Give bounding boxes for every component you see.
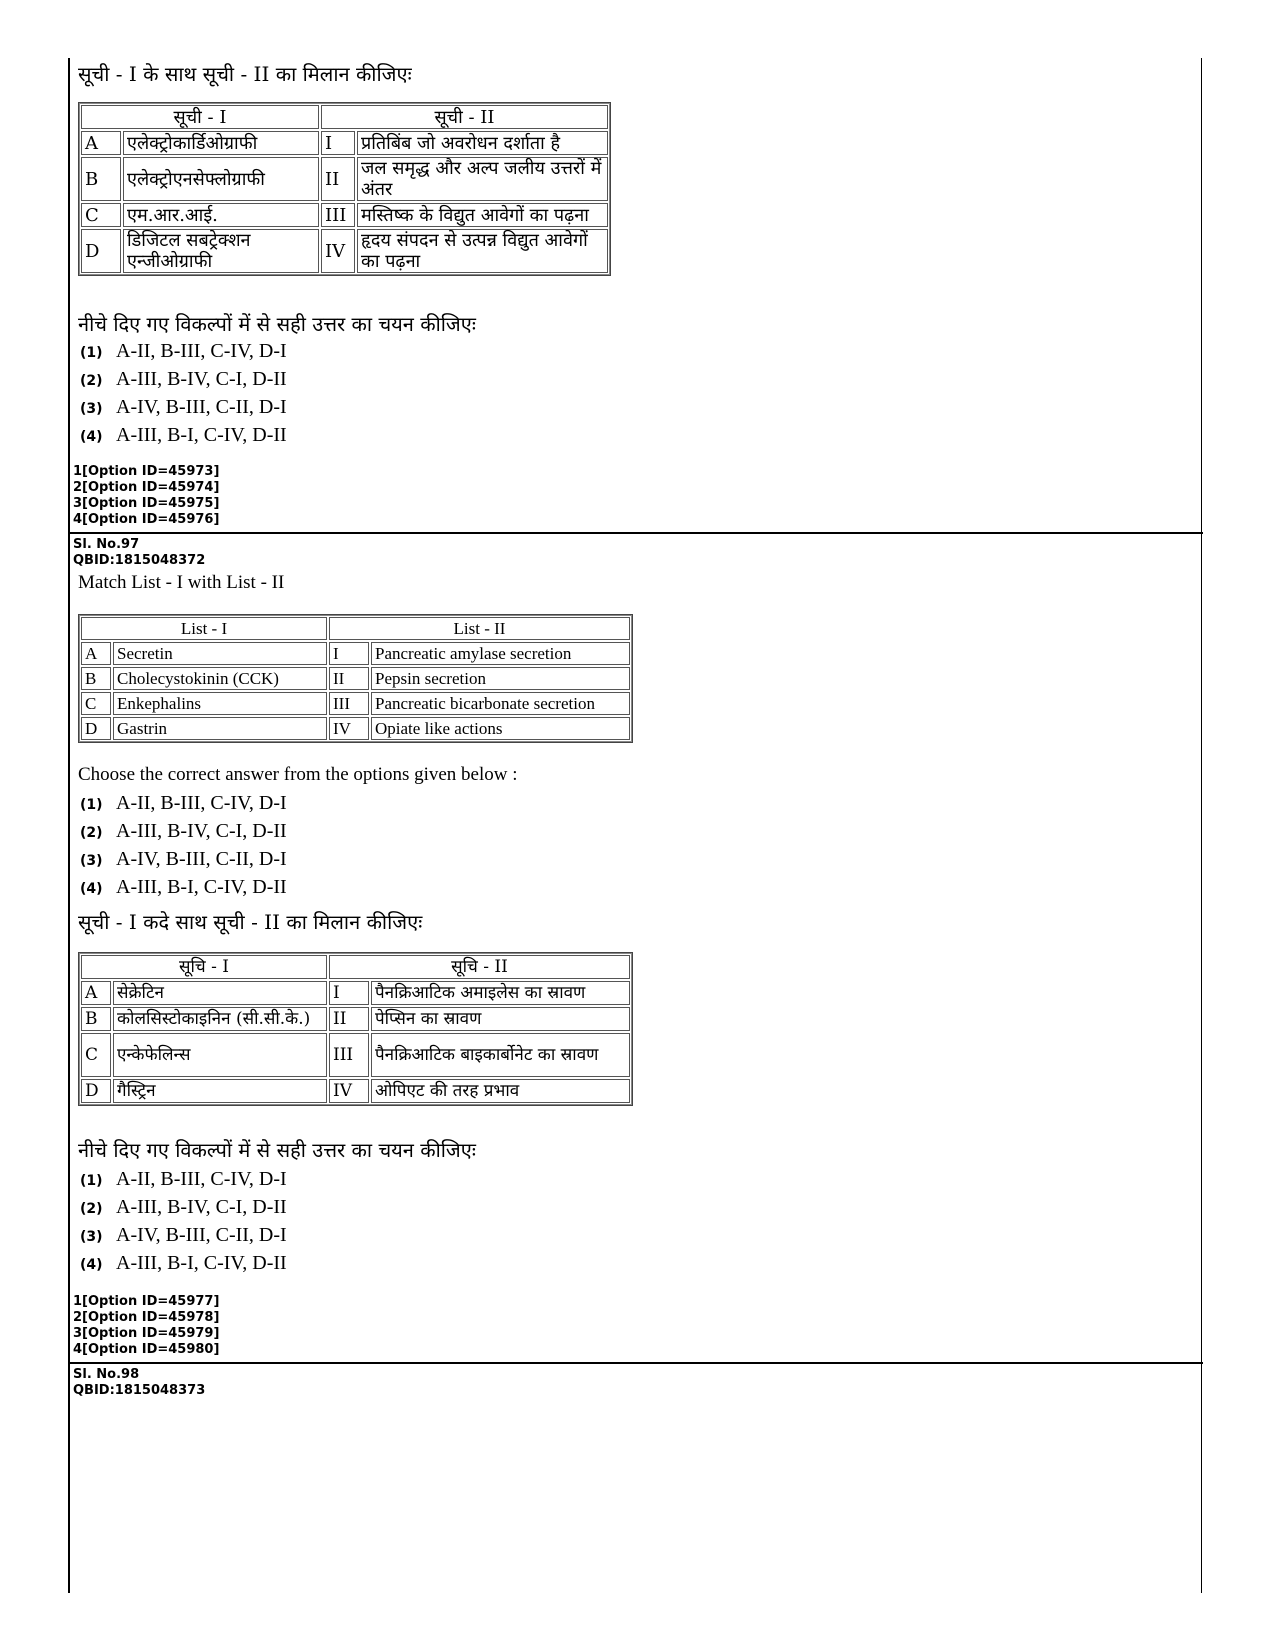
row-numeral: I: [329, 642, 369, 665]
row-match: मस्तिष्क के विद्युत आवेगों का पढ़ना: [357, 203, 608, 227]
list1-header: List - I: [81, 617, 327, 640]
q96-option-3[interactable]: [80, 396, 287, 419]
q97-hi-option-4[interactable]: [80, 1252, 287, 1275]
q97-english-match-table: [78, 614, 633, 743]
list2-header: सूची - II: [321, 105, 608, 129]
row-match: ओपिएट की तरह प्रभाव: [371, 1079, 630, 1103]
option-text: A-IV, B-III, C-II, D-I: [116, 848, 287, 870]
row-term: सेक्रेटिन: [113, 981, 327, 1005]
option-id: 4[Option ID=45980]: [73, 1342, 220, 1357]
row-term: डिजिटल सबट्रेक्शन एन्जीओग्राफी: [123, 229, 319, 273]
option-number: (3): [80, 853, 103, 869]
row-term: Secretin: [113, 642, 327, 665]
option-text: A-III, B-IV, C-I, D-II: [116, 820, 287, 842]
row-letter: D: [81, 1079, 111, 1103]
row-match: पैनक्रिआटिक अमाइलेस का स्रावण: [371, 981, 630, 1005]
row-term: Enkephalins: [113, 692, 327, 715]
q96-hindi-match-table: [78, 102, 611, 276]
option-number: (4): [80, 1257, 103, 1273]
row-letter: A: [81, 131, 121, 155]
option-number: (4): [80, 881, 103, 897]
q97-header: [73, 537, 205, 569]
q97-hindi-question: सूची - I कदे साथ सूची - II का मिलान कीजिएः: [78, 910, 423, 934]
row-numeral: IV: [329, 1079, 369, 1103]
row-match: पेप्सिन का स्रावण: [371, 1007, 630, 1031]
option-text: A-III, B-I, C-IV, D-II: [116, 876, 287, 898]
q97-hindi-match-table: [78, 952, 633, 1106]
row-match: जल समृद्ध और अल्प जलीय उत्तरों में अंतर: [357, 157, 608, 201]
q97-hi-option-1[interactable]: [80, 1168, 287, 1191]
row-match: Pepsin secretion: [371, 667, 630, 690]
row-term: Gastrin: [113, 717, 327, 740]
q97-hi-option-3[interactable]: [80, 1224, 287, 1247]
q96-hindi-question: सूची - I के साथ सूची - II का मिलान कीजिएः: [78, 62, 412, 86]
option-id: 3[Option ID=45979]: [73, 1326, 220, 1341]
option-number: (3): [80, 1229, 103, 1245]
option-id: 2[Option ID=45978]: [73, 1310, 220, 1325]
option-text: A-III, B-IV, C-I, D-II: [116, 368, 287, 390]
qbid: QBID:1815048373: [73, 1383, 206, 1398]
option-number: (1): [80, 345, 103, 361]
row-letter: C: [81, 203, 121, 227]
row-numeral: III: [321, 203, 355, 227]
q97-english-choose-text: Choose the correct answer from the options given below :: [78, 764, 518, 785]
question-divider: [68, 1362, 1203, 1364]
row-term: गैस्ट्रिन: [113, 1079, 327, 1103]
row-term: एलेक्ट्रोएनसेफ्लोग्राफी: [123, 157, 319, 201]
row-numeral: IV: [329, 717, 369, 740]
row-numeral: I: [321, 131, 355, 155]
option-number: (2): [80, 825, 103, 841]
q98-header: [73, 1367, 205, 1399]
row-letter: A: [81, 642, 111, 665]
question-paper-frame: [68, 58, 1203, 1593]
row-letter: B: [81, 1007, 111, 1031]
option-text: A-III, B-I, C-IV, D-II: [116, 1252, 287, 1274]
option-text: A-III, B-I, C-IV, D-II: [116, 424, 287, 446]
row-match: प्रतिबिंब जो अवरोधन दर्शाता है: [357, 131, 608, 155]
q97-option-ids: [73, 1294, 219, 1358]
sl-no: Sl. No.97: [73, 537, 140, 552]
option-number: (1): [80, 1173, 103, 1189]
row-letter: D: [81, 717, 111, 740]
row-match: Pancreatic amylase secretion: [371, 642, 630, 665]
row-numeral: I: [329, 981, 369, 1005]
row-numeral: IV: [321, 229, 355, 273]
row-letter: A: [81, 981, 111, 1005]
row-letter: B: [81, 157, 121, 201]
option-id: 1[Option ID=45973]: [73, 464, 220, 479]
q97-en-option-2[interactable]: [80, 820, 287, 843]
row-match: Opiate like actions: [371, 717, 630, 740]
q97-en-option-3[interactable]: [80, 848, 287, 871]
option-id: 3[Option ID=45975]: [73, 496, 220, 511]
row-numeral: II: [329, 667, 369, 690]
row-letter: C: [81, 692, 111, 715]
list2-header: List - II: [329, 617, 630, 640]
q96-option-1[interactable]: [80, 340, 287, 363]
row-numeral: II: [321, 157, 355, 201]
q96-hindi-choose-text: नीचे दिए गए विकल्पों में से सही उत्तर का चयन कीजिएः: [78, 312, 476, 336]
qbid: QBID:1815048372: [73, 553, 206, 568]
list2-header: सूचि - II: [329, 955, 630, 979]
q96-option-4[interactable]: [80, 424, 287, 447]
row-letter: C: [81, 1033, 111, 1077]
q97-hindi-choose-text: नीचे दिए गए विकल्पों में से सही उत्तर का चयन कीजिएः: [78, 1138, 476, 1162]
option-number: (3): [80, 401, 103, 417]
row-match: Pancreatic bicarbonate secretion: [371, 692, 630, 715]
row-numeral: III: [329, 692, 369, 715]
option-number: (4): [80, 429, 103, 445]
row-match: हृदय संपदन से उत्पन्न विद्युत आवेगों का पढ़ना: [357, 229, 608, 273]
row-letter: D: [81, 229, 121, 273]
list1-header: सूचि - I: [81, 955, 327, 979]
q97-en-option-1[interactable]: [80, 792, 287, 815]
option-number: (1): [80, 797, 103, 813]
row-numeral: III: [329, 1033, 369, 1077]
option-text: A-IV, B-III, C-II, D-I: [116, 1224, 287, 1246]
row-term: एम.आर.आई.: [123, 203, 319, 227]
row-term: कोलसिस्टोकाइनिन (सी.सी.के.): [113, 1007, 327, 1031]
list1-header: सूची - I: [81, 105, 319, 129]
row-term: Cholecystokinin (CCK): [113, 667, 327, 690]
option-text: A-IV, B-III, C-II, D-I: [116, 396, 287, 418]
row-term: एन्केफेलिन्स: [113, 1033, 327, 1077]
q97-hi-option-2[interactable]: [80, 1196, 287, 1219]
row-term: एलेक्ट्रोकार्डिओग्राफी: [123, 131, 319, 155]
row-letter: B: [81, 667, 111, 690]
option-id: 1[Option ID=45977]: [73, 1294, 220, 1309]
row-match: पैनक्रिआटिक बाइकार्बोनेट का स्रावण: [371, 1033, 630, 1077]
q96-option-ids: [73, 464, 219, 528]
q97-en-option-4[interactable]: [80, 876, 287, 899]
option-text: A-II, B-III, C-IV, D-I: [116, 340, 287, 362]
row-numeral: II: [329, 1007, 369, 1031]
question-divider: [68, 532, 1203, 534]
option-number: (2): [80, 1201, 103, 1217]
sl-no: Sl. No.98: [73, 1367, 140, 1382]
q96-option-2[interactable]: [80, 368, 287, 391]
q97-english-question: Match List - I with List - II: [78, 572, 285, 593]
option-text: A-II, B-III, C-IV, D-I: [116, 792, 287, 814]
option-number: (2): [80, 373, 103, 389]
option-id: 4[Option ID=45976]: [73, 512, 220, 527]
option-id: 2[Option ID=45974]: [73, 480, 220, 495]
option-text: A-II, B-III, C-IV, D-I: [116, 1168, 287, 1190]
option-text: A-III, B-IV, C-I, D-II: [116, 1196, 287, 1218]
